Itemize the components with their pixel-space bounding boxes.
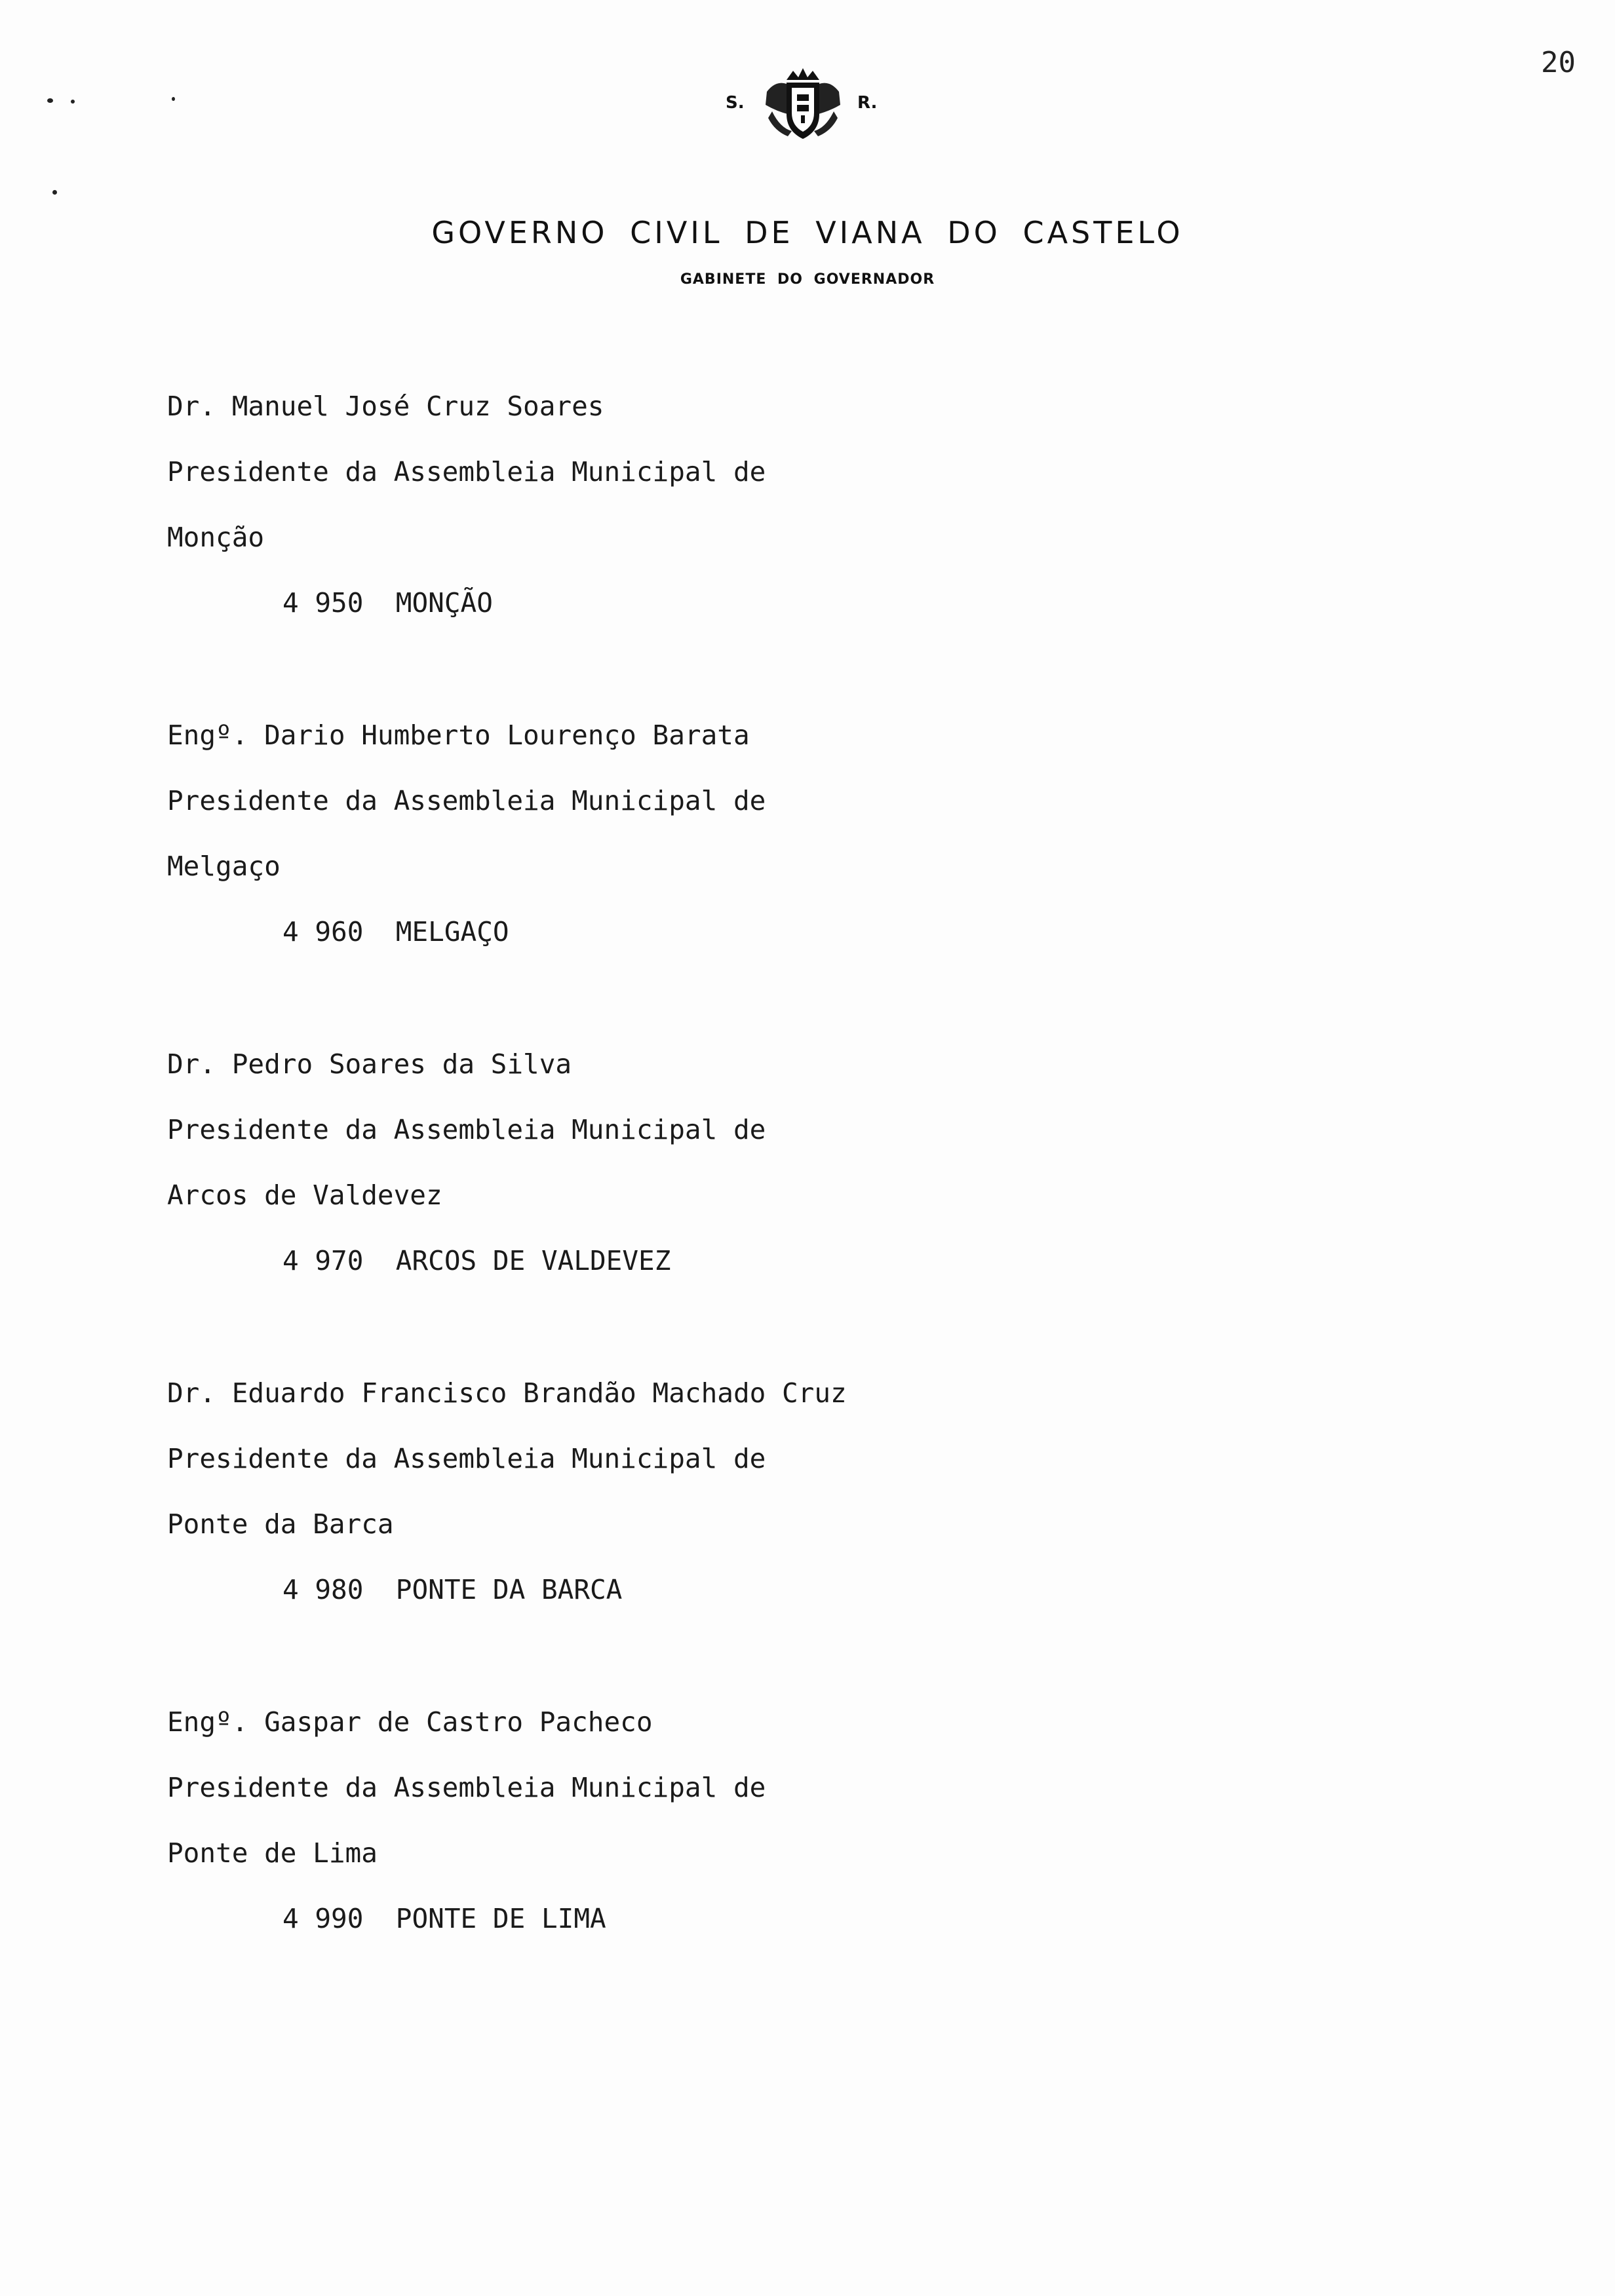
address-block bbox=[167, 373, 1478, 636]
address-list bbox=[167, 373, 1478, 2018]
recipient-municipality: Ponte da Barca bbox=[167, 1508, 394, 1540]
recipient-postal-line: 4 950 MONÇÃO bbox=[282, 587, 493, 619]
recipient-municipality: Ponte de Lima bbox=[167, 1837, 378, 1869]
recipient-role: Presidente da Assembleia Municipal de bbox=[167, 785, 766, 816]
recipient-name: Dr. Manuel José Cruz Soares bbox=[167, 391, 604, 422]
recipient-municipality: Monção bbox=[167, 522, 265, 553]
recipient-name: Dr. Eduardo Francisco Brandão Machado Cruz bbox=[167, 1377, 847, 1409]
recipient-municipality: Arcos de Valdevez bbox=[167, 1179, 442, 1211]
recipient-postal-line: 4 980 PONTE DA BARCA bbox=[282, 1574, 623, 1605]
letterhead-title: GOVERNO CIVIL DE VIANA DO CASTELO bbox=[431, 215, 1184, 250]
recipient-name: Engº. Dario Humberto Lourenço Barata bbox=[167, 719, 750, 751]
recipient-role: Presidente da Assembleia Municipal de bbox=[167, 1114, 766, 1145]
recipient-postal-line: 4 970 ARCOS DE VALDEVEZ bbox=[282, 1245, 671, 1276]
address-block bbox=[167, 702, 1478, 965]
recipient-postal-line: 4 990 PONTE DE LIMA bbox=[282, 1903, 606, 1934]
recipient-postal-line: 4 960 MELGAÇO bbox=[282, 916, 509, 947]
address-block bbox=[167, 1031, 1478, 1293]
recipient-name: Engº. Gaspar de Castro Pacheco bbox=[167, 1706, 653, 1738]
recipient-role: Presidente da Assembleia Municipal de bbox=[167, 1772, 766, 1803]
seal-row bbox=[0, 66, 1615, 144]
letterhead-subtitle: GABINETE DO GOVERNADOR bbox=[680, 271, 935, 288]
recipient-municipality: Melgaço bbox=[167, 851, 281, 882]
page-number: 20 bbox=[1541, 46, 1576, 79]
letterhead bbox=[0, 66, 1615, 288]
address-block bbox=[167, 1689, 1478, 1951]
coat-of-arms-icon bbox=[754, 66, 852, 144]
seal-letter-right: R. bbox=[857, 93, 878, 113]
recipient-role: Presidente da Assembleia Municipal de bbox=[167, 1443, 766, 1474]
seal-letter-left: S. bbox=[726, 93, 745, 113]
recipient-role: Presidente da Assembleia Municipal de bbox=[167, 456, 766, 488]
recipient-name: Dr. Pedro Soares da Silva bbox=[167, 1048, 572, 1080]
address-block bbox=[167, 1360, 1478, 1622]
